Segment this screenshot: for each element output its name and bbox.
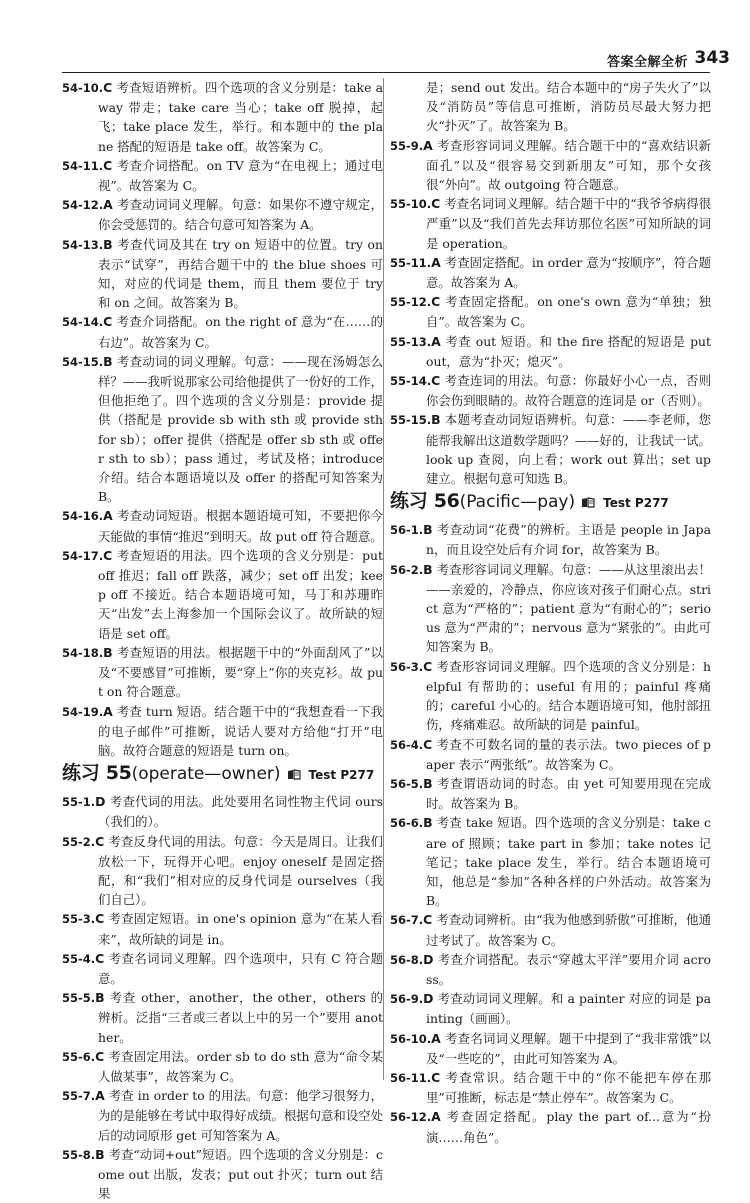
explanation-text: 考查动词的词义理解。句意：——现在汤姆怎么样？——我听说那家公司给他提供了一份好的工作，但他拒绝了。四个选项的含义分别是：provide 提供（搭配是 provide sb with sth 或 provide sth for sb）；offer 提供（搭配是 offer sb sth 或 offer sth to sb）；pass 通过，考试及格；introduce 介绍。结合本题语境以及 offer 的搭配可知答案为 B。	[98, 353, 383, 505]
question-number: 56-7.	[390, 913, 424, 928]
answer-letter: B	[103, 236, 113, 252]
answer-letter: C	[95, 911, 105, 927]
question-number: 54-18.	[62, 645, 104, 660]
answer-letter: B	[103, 644, 113, 660]
explanation-text: 考查反身代词的用法。句意：今天是周日。让我们放松一下，玩得开心吧。enjoy oneself 是固定搭配，和“我们”相对应的反身代词是 ourselves（我们自己）。	[98, 833, 383, 908]
answer-entry	[390, 950, 711, 989]
answer-entry	[390, 194, 711, 253]
section-heading	[62, 764, 383, 790]
test-page-reference: Test P277	[603, 496, 669, 511]
section-word-range: (operate—owner)	[131, 764, 281, 785]
section-title-text: 练习 55	[62, 762, 132, 785]
answer-letter: A	[423, 137, 433, 153]
section-word-range: (Pacific—pay)	[459, 492, 576, 513]
answer-entry	[390, 735, 711, 774]
explanation-text: 考查动词词义理解。和 a painter 对应的词是 painting（画画）。	[426, 991, 711, 1027]
explanation-text: 考查介词搭配。on the right of 意为“在……的右边”。故答案为 C。	[98, 314, 383, 350]
explanation-text: 考查介词搭配。表示“穿越太平洋”要用介词 across。	[426, 951, 711, 987]
answer-entry	[390, 253, 711, 292]
answer-entry	[62, 1086, 383, 1145]
explanation-text: 考查常识。结合题干中的“你不能把车停在那里”可推断，标志是“禁止停车”。故答案为 C。	[426, 1069, 711, 1106]
answer-entry	[62, 702, 383, 761]
answer-letter: A	[431, 254, 441, 270]
question-number: 55-5.	[62, 991, 96, 1006]
explanation-text: 考查 turn 短语。结合题干中的“我想查看一下我的电子邮件”可推断，说话人要对方给他“打开”电脑。故符合题意的短语是 turn on。	[98, 703, 383, 758]
question-number: 56-4.	[390, 737, 424, 752]
question-number: 56-11.	[390, 1070, 432, 1085]
explanation-text: 考查介词搭配。on TV 意为“在电视上；通过电视”。故答案为 C。	[98, 157, 383, 194]
answer-letter: B	[423, 775, 433, 791]
question-number: 54-10.	[62, 81, 104, 95]
explanation-text: 考查形容词词义理解。四个选项的含义分别是：helpful 有帮助的；useful 有用的；painful 疼痛的；careful 小心的。结合本题语境可知，他肘部扭伤，疼痛难忍。故所缺的词是 painful。	[426, 658, 711, 733]
explanation-text: 考查代词及其在 try on 短语中的位置。try on 表示“试穿”，再结合题干中的 the blue shoes 可知，对应的代词是 them，而且 them 要位于 try 和 on 之间。故答案为 B。	[98, 236, 383, 311]
answer-letter: D	[423, 951, 434, 967]
answer-entry	[390, 136, 711, 195]
left-column	[62, 78, 383, 1203]
explanation-text: 考查形容词词义理解。句意：——从这里滚出去！——亲爱的，冷静点，你应该对孩子们耐心点。strict 意为“严格的”；patient 意为“有耐心的”；serious 意为“严肃的”；nervous 意为“紧张的”。由此可知答案为 B。	[426, 561, 711, 655]
answer-entry	[390, 292, 711, 331]
answer-entry	[390, 989, 711, 1028]
answer-entry	[62, 643, 383, 702]
answer-letter: C	[95, 1048, 105, 1064]
answer-entry	[62, 195, 383, 234]
answer-letter: B	[431, 412, 441, 428]
answer-letter: C	[423, 658, 433, 674]
explanation-text: 考查固定短语。in one's opinion 意为“在某人看来”，故所缺的词是 in。	[98, 911, 383, 947]
explanation-text: 考查连词的用法。句意：你最好小心一点，否则你会伤到眼睛的。故符合题意的连词是 or（否则）。	[426, 373, 711, 409]
question-number: 55-6.	[62, 1049, 96, 1064]
right-column	[390, 78, 711, 1147]
answer-letter: C	[431, 196, 441, 212]
answer-entry	[62, 235, 383, 313]
question-number: 56-3.	[390, 659, 424, 674]
question-number: 54-11.	[62, 158, 104, 173]
answer-letter: C	[103, 547, 113, 563]
test-page-reference: Test P277	[308, 768, 375, 783]
question-number: 54-16.	[62, 509, 104, 524]
answer-entry	[62, 312, 383, 351]
answer-letter: A	[103, 703, 113, 719]
question-number: 55-11.	[390, 255, 432, 270]
answer-entry	[390, 1068, 711, 1107]
answer-entry	[390, 560, 711, 657]
answer-entry	[62, 506, 383, 545]
explanation-text: 考查动词“花费”的辨析。主语是 people in Japan，而且设空处后有介词 for，故答案为 B。	[426, 522, 711, 558]
question-number: 55-14.	[390, 374, 432, 389]
question-number: 56-1.	[390, 523, 424, 538]
answer-letter: C	[95, 950, 105, 966]
explanation-text: 考查固定搭配。on one's own 意为“单独；独自”。故答案为 C。	[426, 294, 711, 330]
question-number: 55-1.	[62, 795, 96, 810]
question-number: 56-2.	[390, 562, 424, 577]
explanation-text: 考查固定搭配。in order 意为“按顺序”，符合题意。故答案为 A。	[426, 254, 711, 291]
explanation-text: 考查动词辨析。由“我为他感到骄傲”可推断，他通过考试了。故答案为 C。	[426, 912, 711, 948]
answer-entry	[390, 520, 711, 559]
answer-letter: C	[423, 912, 433, 928]
explanation-text: 考查固定用法。order sb to do sth 意为“命令某人做某事”，故答案为 C。	[98, 1048, 383, 1084]
question-number: 55-3.	[62, 912, 96, 927]
answer-entry	[62, 909, 383, 948]
answer-letter: B	[95, 1146, 105, 1162]
explanation-text: 是；send out 发出。结合本题中的“房子失火了”以及“消防员”等信息可推断，消防员尽最大努力把火“扑灭”了。故答案为 B。	[426, 80, 711, 134]
page-header	[560, 48, 730, 70]
explanation-text: 本题考查动词短语辨析。句意：——李老师，您能帮我解出这道数学题吗？——好的，让我试一试。look up 查阅，向上看；work out 算出；set up 建立。根据句意可知选 B。	[426, 412, 711, 487]
explanation-text: 考查 in order to 的用法。句意：他学习很努力，为的是能够在考试中取得好成绩。根据句意和设空处后的动词原形 get 可知答案为 A。	[98, 1088, 383, 1143]
header-title: 答案全解全析	[606, 55, 688, 70]
explanation-text: 考查动词短语。根据本题语境可知，不要把你今天能做的事情“推迟”到明天。故 put off 符合题意。	[98, 508, 383, 544]
answer-letter: A	[431, 1109, 441, 1125]
question-number: 54-14.	[62, 315, 104, 330]
answer-entry	[390, 910, 711, 949]
question-number: 55-7.	[62, 1089, 96, 1104]
answer-letter: A	[95, 1088, 105, 1104]
answer-entry	[62, 988, 383, 1047]
answer-entry	[62, 352, 383, 507]
answer-letter: C	[431, 373, 441, 389]
question-number: 55-10.	[390, 197, 432, 212]
answer-entry	[62, 1145, 383, 1203]
explanation-text: 考查谓语动词的时态。由 yet 可知要用现在完成时。故答案为 B。	[426, 775, 711, 812]
explanation-text: 考查 take 短语。四个选项的含义分别是：take care of 照顾；take part in 参加；take notes 记笔记；take place 发生，举行。结合本题语境可知，他总是“参加”各种各样的户外活动。故答案为 B。	[426, 815, 711, 909]
answer-letter: A	[103, 197, 113, 213]
question-number: 54-13.	[62, 237, 104, 252]
question-number: 56-10.	[390, 1031, 432, 1046]
answer-entry	[62, 546, 383, 643]
answer-entry	[390, 1107, 711, 1146]
explanation-text: 考查名词词义理解。结合题干中的“我爷爷病得很严重”以及“我们首先去拜访那位名医”可知所缺的词是 operation。	[426, 196, 711, 251]
answer-letter: B	[95, 990, 105, 1006]
header-rule	[62, 72, 710, 73]
answer-entry	[62, 156, 383, 195]
book-reference-icon	[581, 497, 595, 508]
answer-letter: B	[103, 353, 113, 369]
explanation-text: 考查动词词义理解。句意：如果你不遵守规定，你会受惩罚的。结合句意可知答案为 A。	[98, 197, 383, 233]
question-number: 55-8.	[62, 1147, 96, 1162]
question-number: 54-15.	[62, 354, 104, 369]
question-number: 56-9.	[390, 992, 424, 1007]
explanation-text: 考查 other，another，the other，others 的辨析。泛指“三者或三者以上中的另一个”要用 another。	[98, 990, 383, 1045]
answer-entry	[390, 78, 711, 136]
question-number: 55-15.	[390, 413, 432, 428]
section-heading	[390, 492, 711, 518]
explanation-text: 考查不可数名词的量的表示法。two pieces of paper 表示“两张纸”。故答案为 C。	[426, 736, 711, 772]
answer-entry	[62, 78, 383, 156]
answer-letter: B	[423, 561, 433, 577]
explanation-text: 考查名词词义理解。四个选项中，只有 C 符合题意。	[98, 950, 383, 986]
answer-entry	[62, 792, 383, 831]
answer-entry	[62, 949, 383, 988]
question-number: 55-9.	[390, 138, 424, 153]
answer-entry	[390, 332, 711, 371]
answer-entry	[62, 1047, 383, 1086]
explanation-text: 考查短语的用法。根据题干中的“外面刮风了”以及“不要感冒”可推断，要“穿上”你的夹克衫。故 put on 符合题意。	[98, 644, 383, 700]
answer-letter: D	[423, 991, 434, 1007]
answer-entry	[390, 1029, 711, 1068]
section-title-text: 练习 56	[390, 490, 460, 513]
answer-letter: A	[103, 508, 113, 524]
answer-letter: C	[431, 294, 441, 310]
explanation-text: 考查“动词+out”短语。四个选项的含义分别是：come out 出版，发表；put out 扑灭；turn out 结果	[98, 1146, 383, 1202]
column-divider	[383, 78, 384, 1080]
answer-letter: C	[95, 833, 105, 849]
explanation-text: 考查固定搭配。play the part of...意为“扮演……角色”。	[426, 1109, 711, 1145]
answer-letter: C	[103, 314, 113, 330]
book-reference-icon	[287, 769, 301, 780]
answer-entry	[390, 657, 711, 735]
question-number: 56-5.	[390, 776, 424, 791]
question-number: 55-2.	[62, 834, 96, 849]
question-number: 54-12.	[62, 198, 104, 213]
explanation-text: 考查短语辨析。四个选项的含义分别是：take away 带走；take care 当心；take off 脱掉，起飞；take place 发生，举行。和本题中的 the plane 搭配的短语是 take off。故答案为 C。	[98, 80, 383, 154]
answer-entry	[390, 410, 711, 488]
answer-entry	[62, 832, 383, 910]
answer-letter: B	[423, 522, 433, 538]
question-number: 54-17.	[62, 548, 104, 563]
page-number: 343	[694, 48, 730, 68]
question-number: 56-6.	[390, 816, 424, 831]
question-number: 54-19.	[62, 704, 104, 719]
question-number: 56-8.	[390, 952, 424, 967]
explanation-text: 考查名词词义理解。题干中提到了“我非常饿”以及“一些吃的”，由此可知答案为 A。	[426, 1030, 711, 1066]
explanation-text: 考查短语的用法。四个选项的含义分别是：put off 推迟；fall off 跌落，减少；set off 出发；keep off 不接近。结合本题语境可知，马丁和苏珊昨天“出发”去上海参加一个国际会议了。故所缺的短语是 set off。	[98, 547, 383, 641]
answer-letter: C	[103, 80, 113, 95]
answer-entry	[390, 371, 711, 410]
answer-letter: A	[431, 333, 441, 349]
question-number: 55-12.	[390, 295, 432, 310]
answer-entry	[390, 813, 711, 910]
answer-letter: A	[431, 1030, 441, 1046]
explanation-text: 考查代词的用法。此处要用名词性物主代词 ours（我们的）。	[98, 794, 383, 830]
question-number: 56-12.	[390, 1110, 432, 1125]
answer-entry	[390, 774, 711, 813]
explanation-text: 考查 out 短语。和 the fire 搭配的短语是 put out，意为“扑灭；熄灭”。	[426, 333, 711, 369]
answer-letter: C	[103, 157, 113, 173]
answer-letter: C	[431, 1069, 441, 1085]
question-number: 55-13.	[390, 334, 432, 349]
answer-letter: C	[423, 736, 433, 752]
answer-letter: B	[423, 815, 433, 831]
explanation-text: 考查形容词词义理解。结合题干中的“喜欢结识新面孔”以及“很容易交到新朋友”可知，那个女孩很“外向”。故 outgoing 符合题意。	[426, 137, 711, 193]
question-number: 55-4.	[62, 951, 96, 966]
answer-letter: D	[95, 794, 106, 810]
